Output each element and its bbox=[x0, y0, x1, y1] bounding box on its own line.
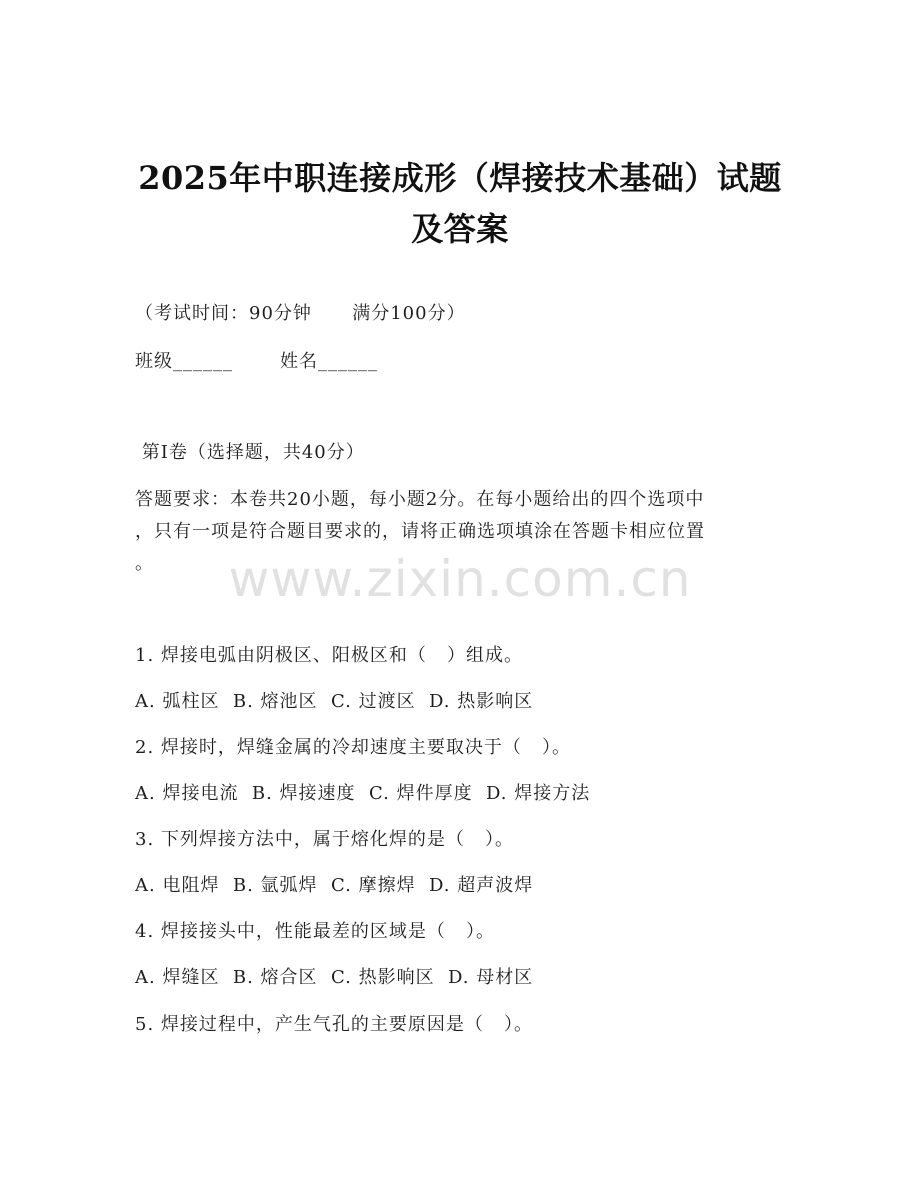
watermark: www.zixin.com.cn bbox=[228, 550, 692, 608]
question-2-stem: 2. 焊接时，焊缝金属的冷却速度主要取决于（ ）。 bbox=[135, 737, 572, 758]
exam-info: （考试时间：90分钟 满分100分） bbox=[135, 303, 466, 324]
question-4-options: A. 焊缝区 B. 熔合区 C. 热影响区 D. 母材区 bbox=[135, 967, 534, 988]
instructions-line-1: 答题要求：本卷共20小题，每小题2分。在每小题给出的四个选项中 bbox=[135, 489, 705, 510]
question-3-options: A. 电阻焊 B. 氩弧焊 C. 摩擦焊 D. 超声波焊 bbox=[135, 875, 534, 896]
document-title-line-1: 2025年中职连接成形（焊接技术基础）试题 bbox=[138, 159, 782, 197]
question-2-options: A. 焊接电流 B. 焊接速度 C. 焊件厚度 D. 焊接方法 bbox=[135, 783, 591, 804]
instructions-line-3: 。 bbox=[135, 553, 154, 574]
question-1-options: A. 弧柱区 B. 熔池区 C. 过渡区 D. 热影响区 bbox=[135, 691, 534, 712]
question-4-stem: 4. 焊接接头中，性能最差的区域是（ ）。 bbox=[135, 921, 496, 942]
question-3-stem: 3. 下列焊接方法中，属于熔化焊的是（ ）。 bbox=[135, 829, 515, 850]
class-name-line: 班级______ 姓名______ bbox=[135, 351, 379, 372]
question-1-stem: 1. 焊接电弧由阴极区、阳极区和（ ）组成。 bbox=[135, 645, 524, 666]
question-5-stem: 5. 焊接过程中，产生气孔的主要原因是（ ）。 bbox=[135, 1014, 534, 1035]
instructions-line-2: ，只有一项是符合题目要求的，请将正确选项填涂在答题卡相应位置 bbox=[135, 521, 705, 542]
document-title-line-2: 及答案 bbox=[411, 210, 509, 248]
section-header: 第I卷（选择题，共40分） bbox=[135, 442, 365, 463]
